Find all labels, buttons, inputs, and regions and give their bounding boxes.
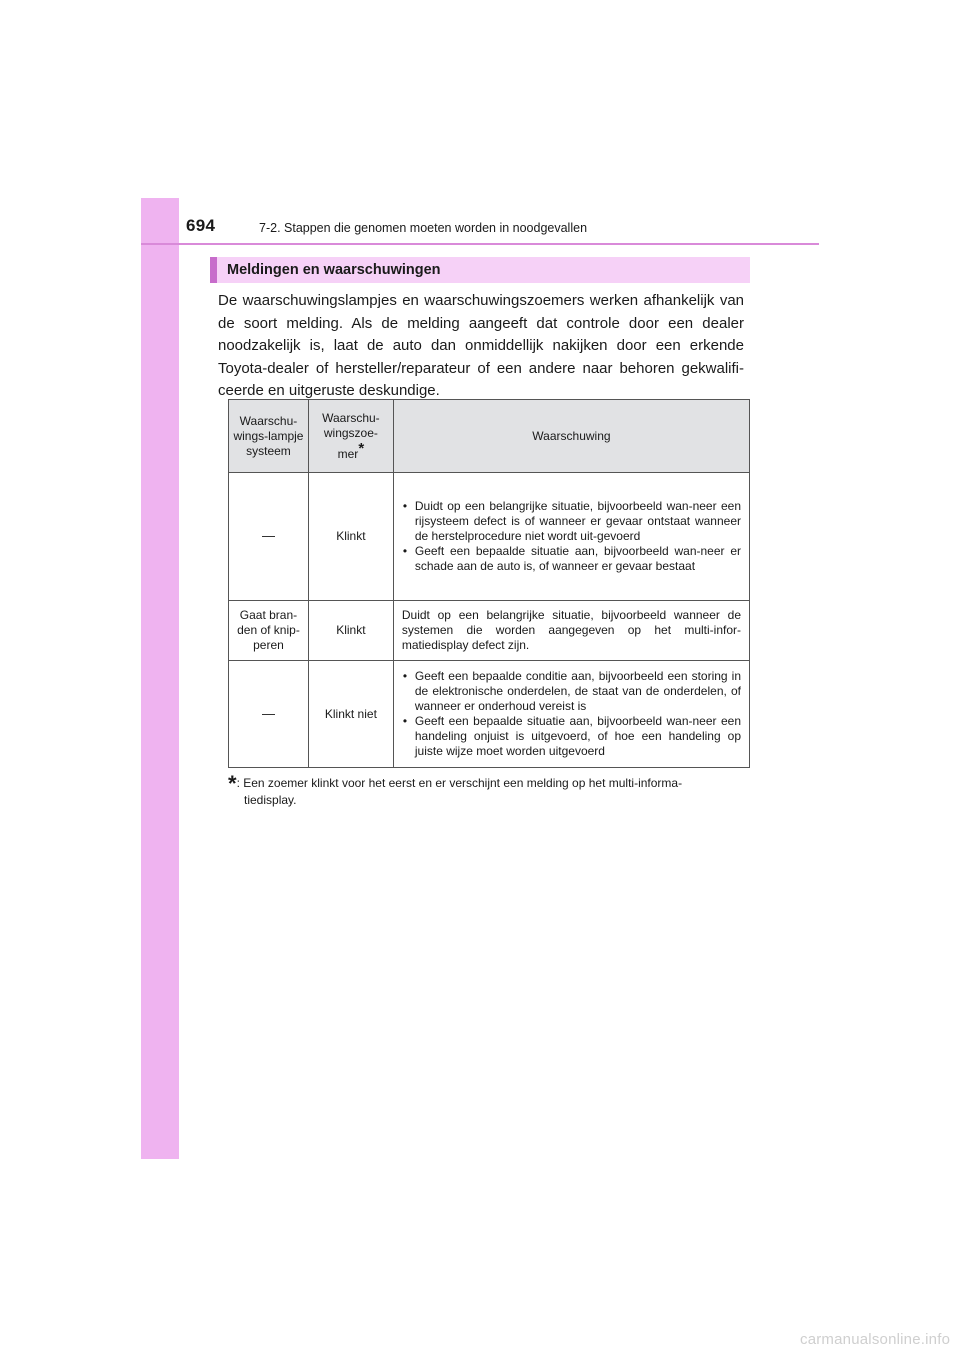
warnings-table	[228, 399, 750, 768]
dash-mark	[262, 536, 275, 537]
list-item: • Duidt op een belangrijke situatie, bijvoorbeeld wan-neer een rijsysteem defect is of wanneer er gevaar ontstaat wanneer de herstelprocedure niet wordt uit-gevoerd	[402, 499, 741, 544]
header-warning-label: Waarschuwing	[532, 428, 611, 443]
buzzer-cell: Klinkt	[308, 473, 393, 601]
side-band	[141, 198, 179, 1159]
buzzer-cell: Klinkt niet	[308, 661, 393, 768]
footnote-text-continued: tiedisplay.	[244, 793, 297, 807]
section-title: Meldingen en waarschuwingen	[210, 257, 750, 283]
warning-cell	[393, 661, 749, 768]
watermark: carmanualsonline.info	[800, 1331, 951, 1348]
list-item: • Geeft een bepaalde situatie aan, bijvoorbeeld wan-neer er schade aan de auto is, of wanneer er gevaar bestaat	[402, 544, 741, 574]
table-header-row	[229, 400, 750, 473]
dash-mark	[262, 714, 275, 715]
table-row	[229, 601, 750, 661]
lamp-cell	[229, 661, 309, 768]
header-buzzer-asterisk: *	[358, 439, 365, 457]
header-warning-lamp	[229, 400, 309, 473]
header-rule	[141, 243, 819, 245]
running-head: 7-2. Stappen die genomen moeten worden in noodgevallen	[259, 221, 588, 235]
table-row	[229, 473, 750, 601]
footnote-text: : Een zoemer klinkt voor het eerst en er verschijnt een melding op het multi-informa-	[236, 776, 683, 790]
list-item: • Geeft een bepaalde situatie aan, bijvoorbeeld wan-neer een handeling onjuist is uitgevoerd, of hoe een handeling op juiste wijze moet worden uitgevoerd	[402, 714, 741, 759]
page-number: 694	[186, 216, 216, 235]
header-buzzer	[308, 400, 393, 473]
header-warning-lamp-label: Waarschu-wings-lampje systeem	[233, 413, 304, 458]
lamp-cell: Gaat bran-den of knip-peren	[229, 601, 309, 661]
warning-list	[402, 499, 741, 574]
table-row	[229, 661, 750, 768]
list-item: • Geeft een bepaalde conditie aan, bijvoorbeeld een storing in de elektronische onderdelen, de staat van de onderdelen, of wanneer er onderhoud vereist is	[402, 669, 741, 714]
warning-cell	[393, 473, 749, 601]
header-buzzer-label: Waarschu-wingszoe-mer	[322, 410, 380, 461]
warning-list	[402, 669, 741, 759]
header-warning	[393, 400, 749, 473]
warning-cell: Duidt op een belangrijke situatie, bijvoorbeeld wanneer de systemen die worden aangegeven op het multi-infor-matiedisplay defect zijn.	[393, 601, 749, 661]
intro-paragraph: De waarschuwingslampjes en waarschuwingszoemers werken afhankelijk van de soort melding. Als de melding aangeeft dat controle door een dealer noodzakelijk is, laat de auto dan onmiddellijk nakijken door een erkende Toyota-dealer of hersteller/reparateur of een andere naar behoren gekwalifi-ceerde en uitgeruste deskundige.	[218, 292, 744, 399]
footnote-asterisk: *	[228, 771, 237, 796]
footnote	[228, 771, 750, 809]
lamp-cell	[229, 473, 309, 601]
buzzer-cell: Klinkt	[308, 601, 393, 661]
